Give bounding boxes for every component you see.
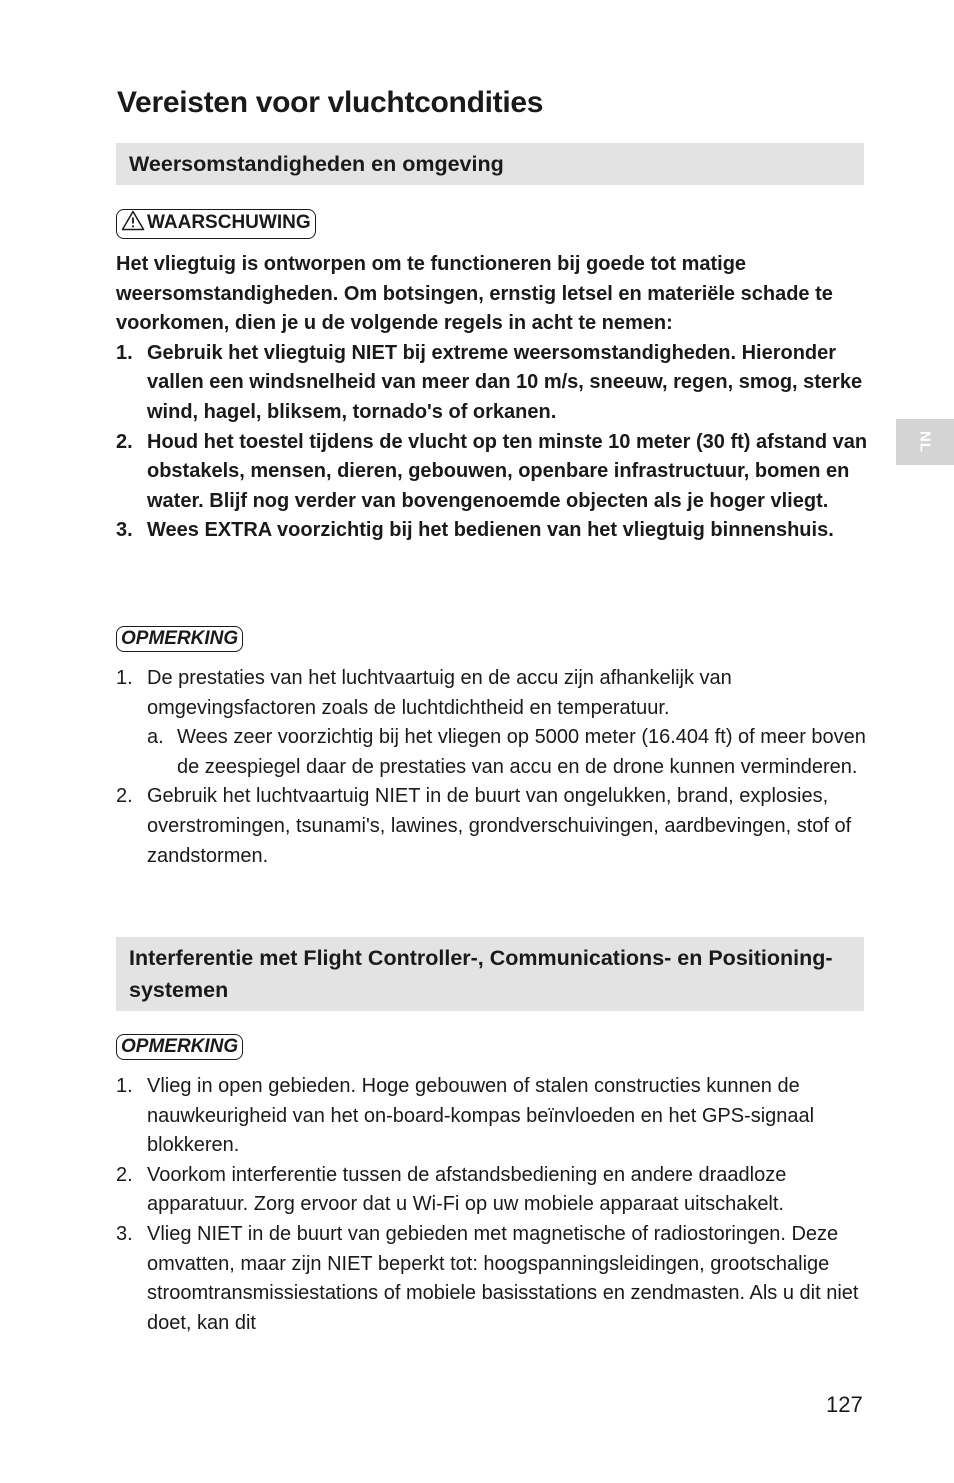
list-item [116, 1161, 868, 1220]
list-number: 2. [116, 430, 133, 453]
list-item [116, 782, 868, 871]
section-heading-weather: Weersomstandigheden en omgeving [116, 143, 864, 185]
list-item [116, 339, 868, 428]
list-number: 2. [116, 1163, 133, 1186]
warning-label: WAARSCHUWING [147, 212, 311, 233]
list-item [116, 1072, 868, 1161]
section-heading-interference: Interferentie met Flight Controller-, Communications- en Positioning-systemen [116, 937, 864, 1011]
list-item [116, 516, 868, 546]
list-number: 1. [116, 1075, 133, 1097]
list-text: Gebruik het luchtvaartuig NIET in de buurt van ongelukken, brand, explosies, overstromingen, tsunami's, lawines, grondverschuivingen, aardbevingen, stof of zandstormen. [147, 785, 852, 867]
page-number: 127 [826, 1392, 863, 1417]
warning-body [116, 250, 868, 546]
list-text: Wees EXTRA voorzichtig bij het bedienen van het vliegtuig binnenshuis. [147, 519, 834, 542]
list-number: 2. [116, 785, 133, 808]
list-number: 3. [116, 1222, 133, 1245]
list-text: Houd het toestel tijdens de vlucht op ten minste 10 meter (30 ft) afstand van obstakels, mensen, dieren, gebouwen, openbare infrastructuur, bomen en water. Blijf nog verder van bovengenoemde objecten als je hoger vliegt. [147, 430, 868, 512]
list-text: Vlieg in open gebieden. Hoge gebouwen of stalen constructies kunnen de nauwkeurigheid van het on-board-kompas beïnvloeden en het GPS-signaal blokkeren. [147, 1075, 815, 1157]
note-badge: OPMERKING [116, 1034, 243, 1060]
list-text: De prestaties van het luchtvaartuig en de accu zijn afhankelijk van omgevingsfactoren zoals de luchtdichtheid en temperatuur. [147, 667, 732, 719]
list-letter: a. [147, 726, 164, 749]
list-number: 1. [116, 341, 133, 364]
language-tab-label: NL [916, 431, 934, 453]
warning-intro: Het vliegtuig is ontworpen om te functioneren bij goede tot matige weersomstandigheden. Om botsingen, ernstig letsel en materiële schade te voorkomen, dien je u de volgende regels in acht te nemen: [116, 253, 833, 335]
note-body-1 [116, 664, 868, 871]
list-number: 3. [116, 519, 133, 542]
sub-list-item [147, 723, 868, 782]
list-item [116, 428, 868, 517]
page-title: Vereisten voor vluchtcondities [117, 86, 544, 119]
warning-triangle-icon [121, 210, 145, 238]
list-text: Voorkom interferentie tussen de afstandsbediening en andere draadloze apparatuur. Zorg ervoor dat u Wi-Fi op uw mobiele apparaat uitschakelt. [147, 1163, 787, 1216]
list-number: 1. [116, 667, 133, 689]
list-item [116, 664, 868, 782]
list-item [116, 1220, 868, 1338]
warning-badge [116, 209, 316, 239]
language-tab [896, 419, 954, 465]
list-text: Gebruik het vliegtuig NIET bij extreme weersomstandigheden. Hieronder vallen een windsnelheid van meer dan 10 m/s, sneeuw, regen, smog, sterke wind, hagel, bliksem, tornado's of orkanen. [147, 341, 863, 423]
note-badge: OPMERKING [116, 626, 243, 652]
list-text: Wees zeer voorzichtig bij het vliegen op 5000 meter (16.404 ft) of meer boven de zeespiegel daar de prestaties van accu en de drone kunnen verminderen. [177, 726, 866, 778]
note-body-2 [116, 1072, 868, 1338]
list-text: Vlieg NIET in de buurt van gebieden met magnetische of radiostoringen. Deze omvatten, maar zijn NIET beperkt tot: hoogspanningsleidingen, grootschalige stroomtransmissiestations of mobiele basisstations en zendmasten. Als u dit niet doet, kan dit [147, 1222, 859, 1334]
